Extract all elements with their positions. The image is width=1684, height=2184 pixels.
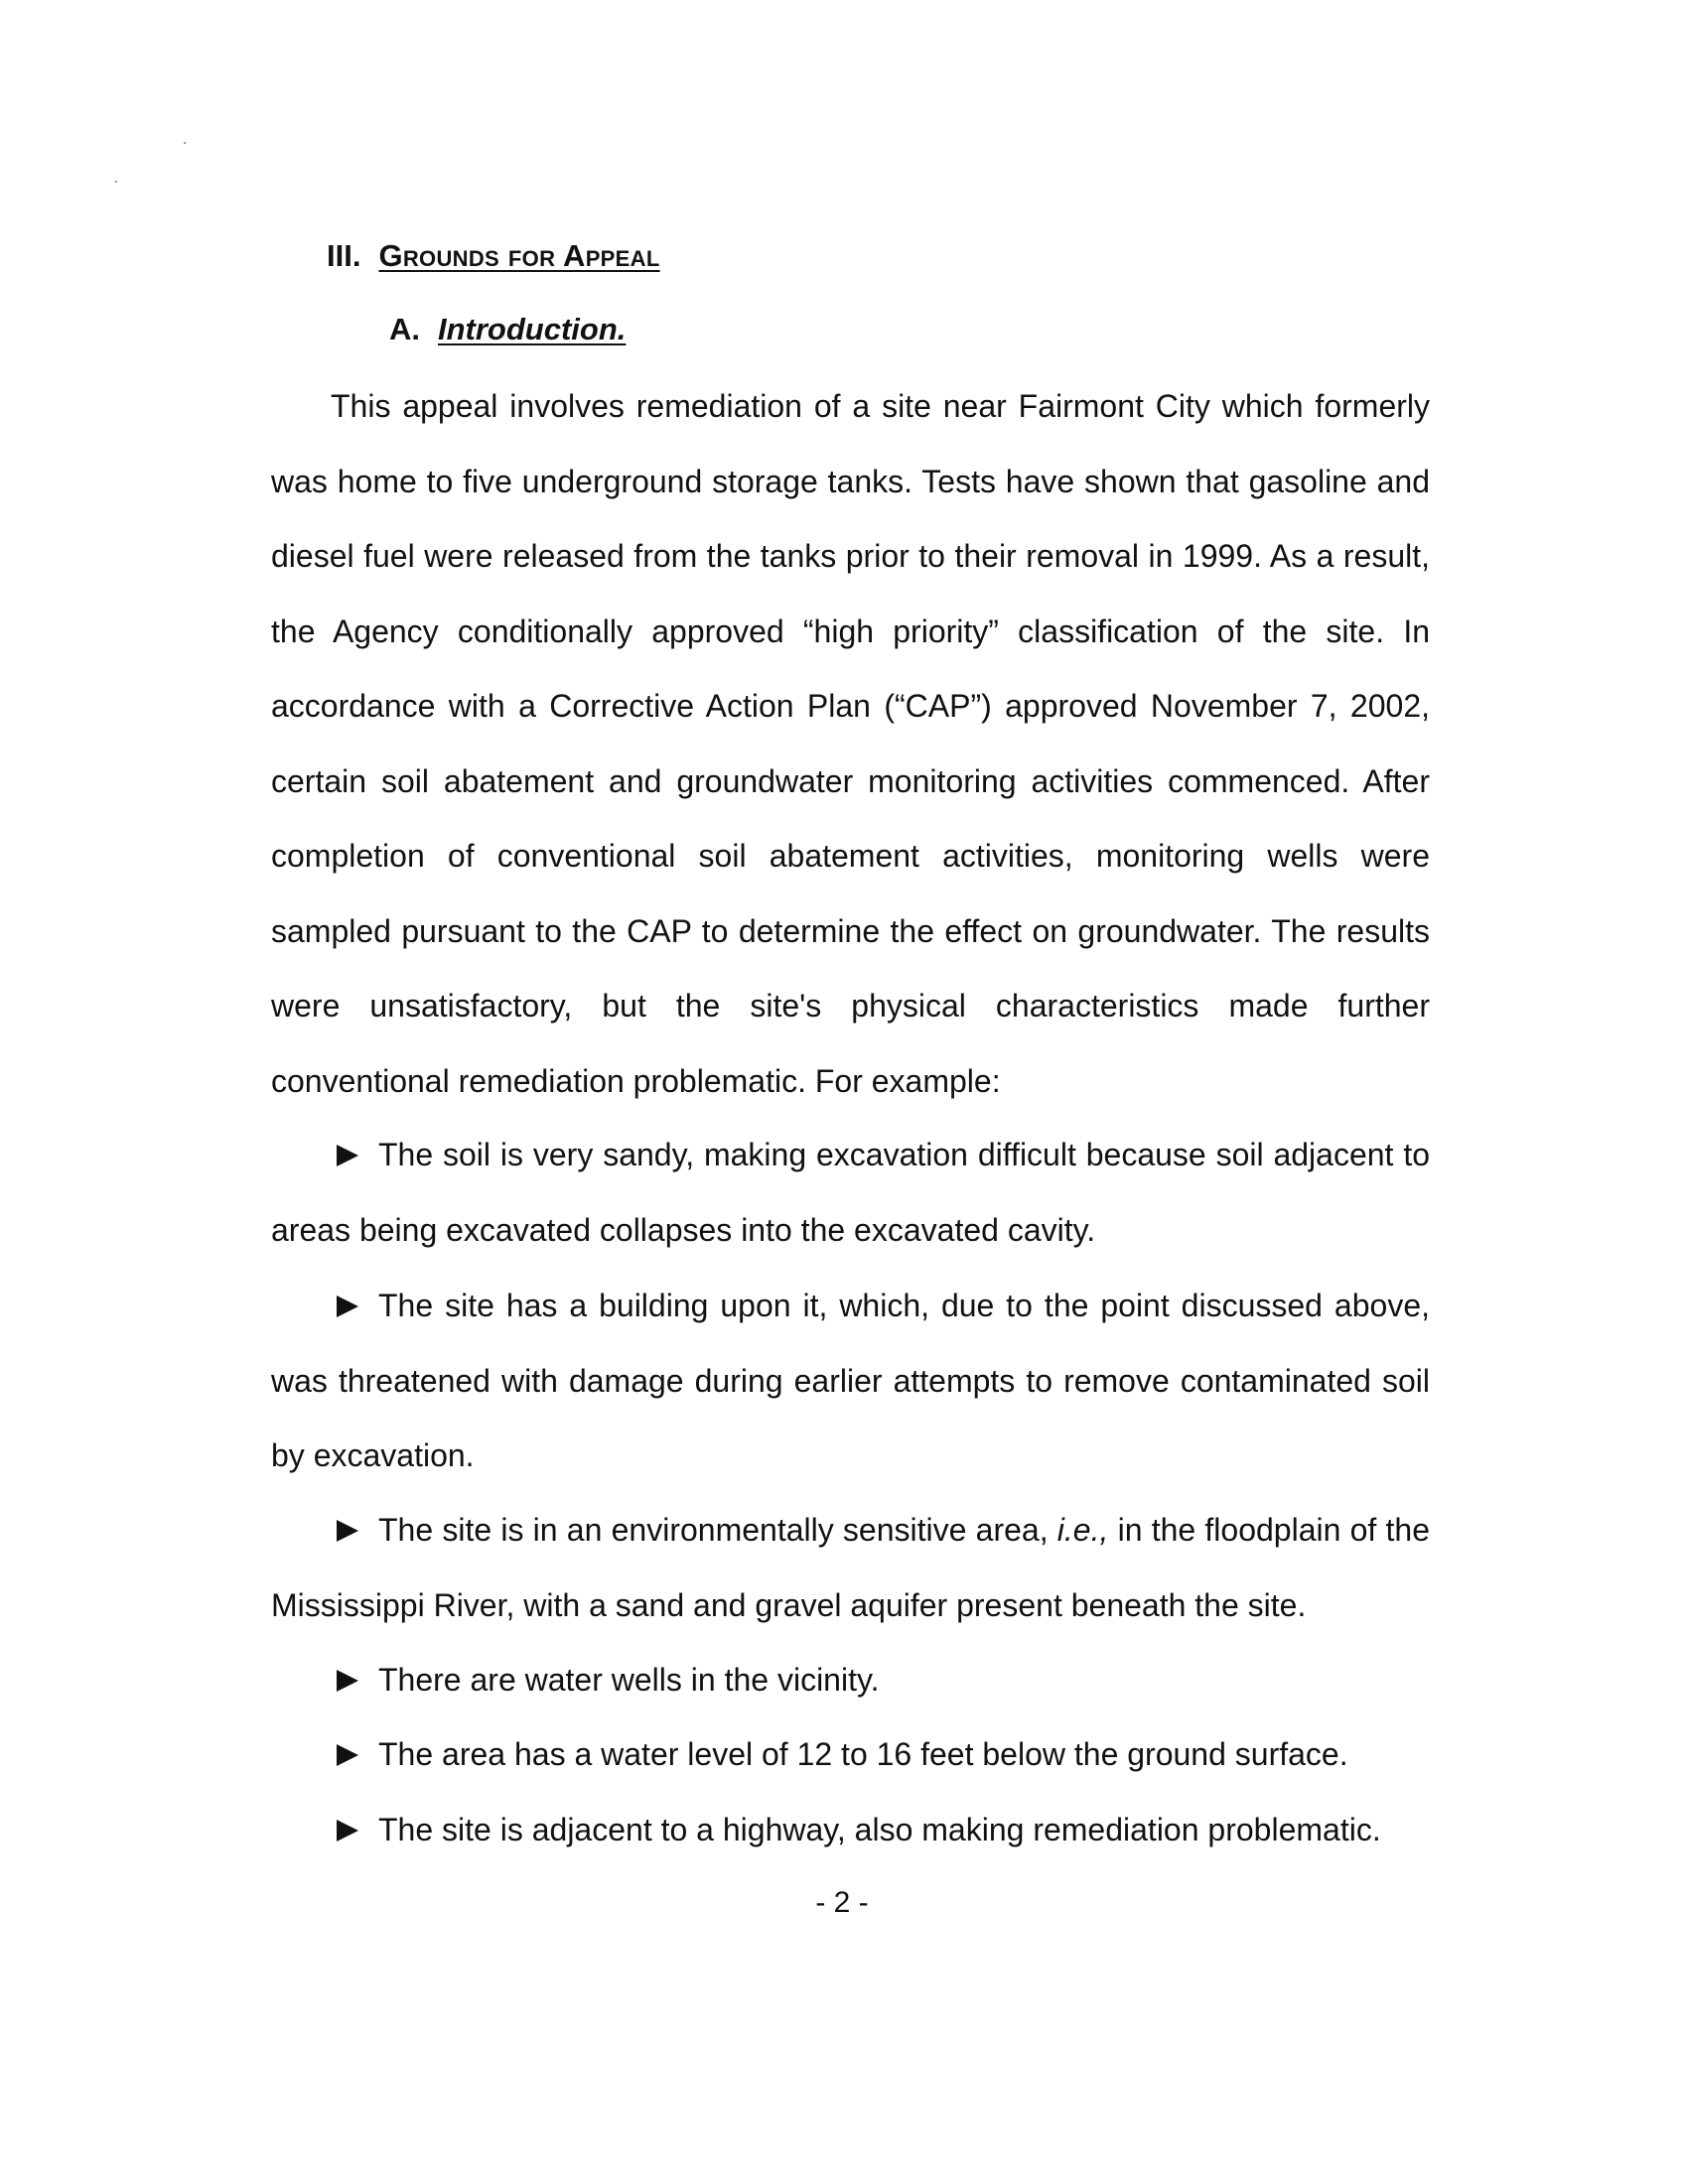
intro-paragraph-text: This appeal involves remediation of a site near Fairmont City which formerly was home to five underground storage tanks. Tests have shown that gasoline and diesel fuel were released from the tanks prior to their removal in 1999. As a result, the Agency conditionally approved “high priority” classification of the site. In accordance with a Corrective Action Plan (“CAP”) approved November 7, 2002, certain soil abatement and groundwater monitoring activities commenced. After completion of conventional soil abatement activities, monitoring wells were sampled pursuant to the CAP to determine the effect on groundwater. The results were unsatisfactory, but the site's physical characteristics made further conventional remediation problematic. For example: [271,388,1430,1099]
bullet-item [271,1118,1430,1268]
scan-speck [184,142,186,144]
bullet-text-italic: i.e., [1056,1512,1109,1548]
subsection-heading [389,312,626,347]
bullet-text: The site is in an environmentally sensitive area, [378,1512,1057,1548]
bullet-text: The soil is very sandy, making excavation difficult because soil adjacent to areas being excavated collapses into the excavated cavity. [271,1137,1430,1248]
intro-paragraph [271,369,1430,1119]
section-heading [327,238,660,274]
right-triangle-bullet-icon [337,1670,358,1692]
subsection-title: Introduction. [438,312,627,346]
bullet-text: The site is adjacent to a highway, also making remediation problematic. [378,1812,1381,1847]
bullet-item [271,1717,1430,1793]
right-triangle-bullet-icon [337,1744,358,1766]
bullet-item [271,1269,1430,1494]
bullet-text: The site has a building upon it, which, due to the point discussed above, was threatened with damage during earlier attempts to remove contaminated soil by excavation. [271,1288,1430,1473]
right-triangle-bullet-icon [337,1296,358,1317]
bullet-text: There are water wells in the vicinity. [378,1662,880,1698]
bullet-text: in the floodplain of the Mississippi River, with a sand and gravel aquifer present beneath the site. [271,1512,1431,1623]
right-triangle-bullet-icon [337,1820,358,1842]
scan-speck [115,181,117,183]
bullet-item [271,1793,1430,1868]
section-number: III. [327,238,361,273]
bullet-item [271,1643,1430,1718]
right-triangle-bullet-icon [337,1520,358,1542]
bullet-item [271,1493,1430,1643]
section-title: Grounds for Appeal [378,238,660,273]
bullet-text: The area has a water level of 12 to 16 feet below the ground surface. [378,1736,1348,1772]
page-number: - 2 - [815,1886,869,1919]
right-triangle-bullet-icon [337,1145,358,1166]
subsection-letter: A. [389,312,420,346]
